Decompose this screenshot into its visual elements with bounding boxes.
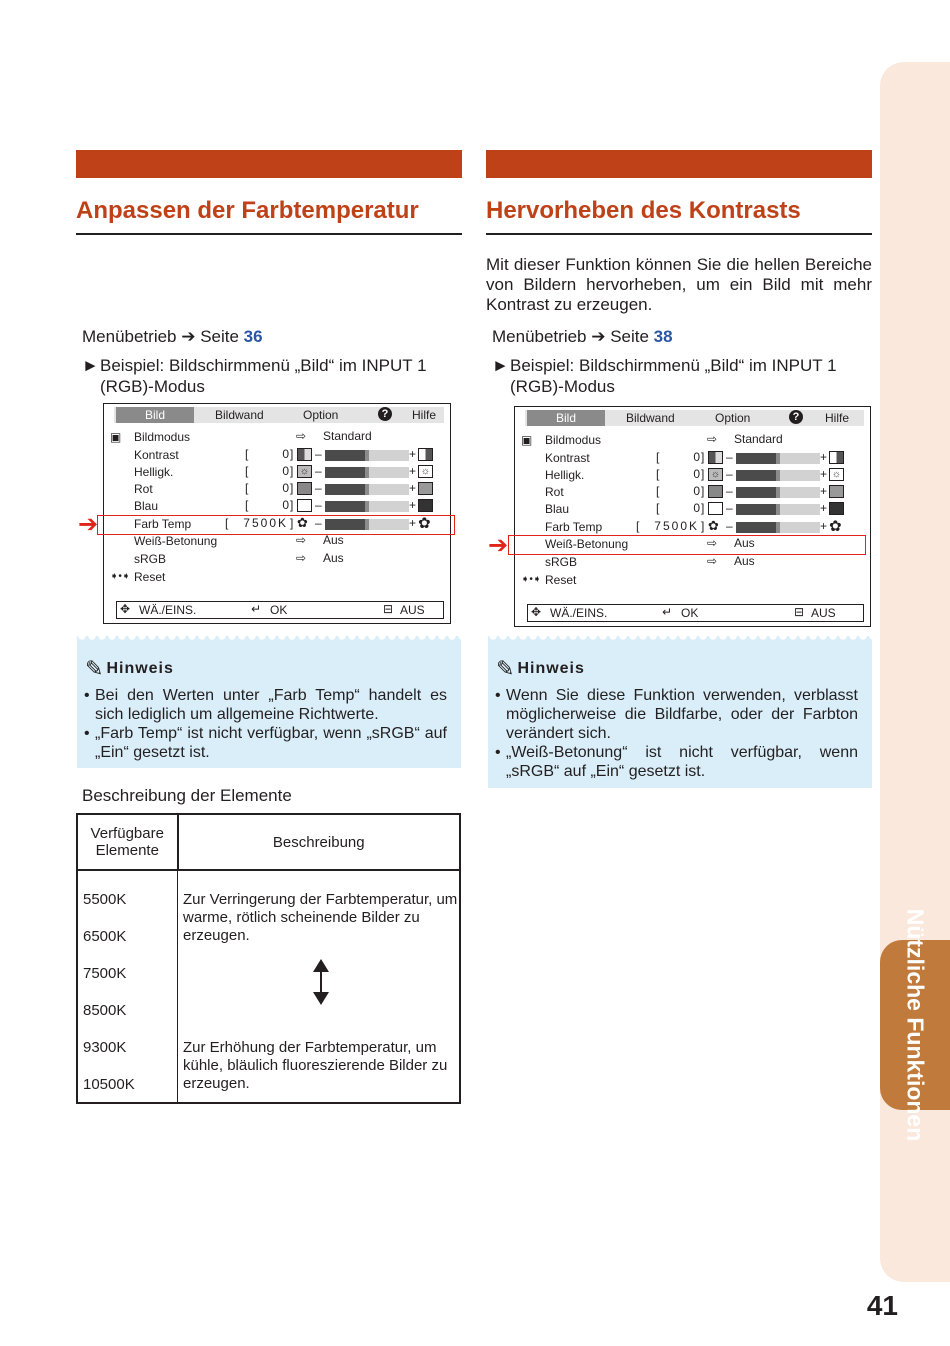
osd-row-bildmodus[interactable]: ▣ Bildmodus ⇨ Standard: [110, 429, 372, 444]
osd-row-kontrast[interactable]: Kontrast [ 0 ] – +: [104, 447, 450, 464]
slider[interactable]: [736, 453, 820, 464]
submenu-arrow-icon: ⇨: [296, 533, 307, 547]
osd-tab-bild[interactable]: Bild: [527, 410, 605, 426]
table-cell: Zur Verringerung der Farbtemperatur, um warme, rötlich scheinende Bilder zu erzeugen.: [183, 891, 458, 944]
brightness-icon: ☼: [297, 465, 312, 478]
hint-item: • Bei den Werten unter „Farb Temp“ handelt es sich lediglich um allgemeine Richtwerte.: [95, 686, 447, 724]
reset-icon: ➧•➧: [521, 574, 542, 585]
osd-tab-option[interactable]: Option: [715, 411, 751, 425]
pointer-arrow-icon: ➔: [488, 532, 509, 559]
osd-tab-bildwand[interactable]: Bildwand: [215, 408, 264, 422]
hint-title: ✎ Hinweis: [496, 656, 585, 681]
slider[interactable]: [325, 484, 409, 495]
example-caption: ► Beispiel: Bildschirmmenü „Bild“ im INPUT 1 (RGB)-Modus: [82, 356, 427, 396]
osd-tab-hilfe[interactable]: Hilfe: [412, 408, 437, 422]
page-number: 41: [866, 1290, 898, 1321]
osd-row-weiss[interactable]: Weiß-Betonung ⇨ Aus: [545, 536, 755, 551]
slider-fill: [736, 504, 778, 515]
osd-menu-bar: [114, 407, 444, 423]
slider[interactable]: [736, 504, 820, 515]
blue-swatch-icon: [829, 502, 844, 515]
pointer-arrow-icon: ➔: [78, 511, 99, 538]
elements-table: [76, 813, 461, 1104]
slider[interactable]: [325, 450, 409, 461]
osd-row-rot[interactable]: Rot [ 0 ] – +: [104, 481, 450, 498]
section-bar: [486, 150, 872, 178]
hint-item: • „Weiß-Betonung“ ist nicht verfügbar, wenn „sRGB“ auf „Ein“ gesetzt ist.: [506, 743, 858, 781]
page-link[interactable]: 36: [243, 327, 263, 346]
pencil-note-icon: ✎: [85, 656, 105, 681]
menu-reference: Menübetrieb ➔ Seite 38: [492, 327, 673, 346]
highlight-frame: [97, 515, 455, 535]
osd-footer: ✥ WÄ./EINS. ↵ OK ⊟ AUS: [527, 604, 864, 622]
up-down-arrow-icon: [311, 959, 331, 1005]
slider-fill: [736, 522, 778, 533]
slider-knob[interactable]: [776, 504, 780, 515]
slider-knob[interactable]: [776, 470, 780, 481]
column-header: Beschreibung: [178, 814, 461, 870]
table-cell: 6500K: [77, 910, 178, 947]
brightness-icon: ☼: [418, 465, 433, 478]
hint-title: ✎ Hinweis: [85, 656, 174, 681]
menu-button-icon: ⊟: [794, 605, 805, 619]
column-header: Verfügbare Elemente: [77, 814, 178, 870]
osd-row-bildmodus[interactable]: ▣ Bildmodus ⇨ Standard: [521, 432, 783, 447]
slider-knob[interactable]: [776, 522, 780, 533]
red-swatch-icon: [829, 485, 844, 498]
osd-row-srgb[interactable]: sRGB ⇨ Aus: [545, 554, 755, 569]
hint-box-left: [77, 636, 461, 768]
submenu-arrow-icon: ⇨: [707, 554, 718, 568]
slider[interactable]: [736, 487, 820, 498]
osd-tab-bildwand[interactable]: Bildwand: [626, 411, 675, 425]
left-column: [76, 150, 462, 397]
osd-row-rot[interactable]: Rot [ 0 ] – +: [515, 484, 870, 501]
slider-knob[interactable]: [365, 501, 369, 512]
enter-icon: ↵: [662, 605, 673, 619]
brightness-icon: ☼: [829, 468, 844, 481]
osd-row-reset[interactable]: ➧•➧ Reset: [521, 573, 577, 587]
enter-icon: ↵: [251, 602, 262, 616]
submenu-arrow-icon: ⇨: [707, 536, 718, 550]
table-title: Beschreibung der Elemente: [82, 786, 292, 805]
page-link[interactable]: 38: [653, 327, 673, 346]
osd-row-helligk[interactable]: Helligk. [ 0 ] ☼ – + ☼: [104, 464, 450, 481]
osd-row-kontrast[interactable]: Kontrast [ 0 ] – +: [515, 450, 870, 467]
table-cell: 10500K: [77, 1058, 178, 1103]
picture-mode-icon: ▣: [521, 433, 533, 447]
contrast-icon: [418, 448, 433, 461]
contrast-icon: [297, 448, 312, 461]
red-swatch-icon: [297, 482, 312, 495]
hint-body: [77, 682, 461, 772]
navigate-icon: ✥: [531, 605, 542, 619]
slider-fill: [736, 487, 778, 498]
bullet-triangle-icon: ►: [492, 356, 509, 375]
slider-knob[interactable]: [365, 467, 369, 478]
blue-swatch-icon: [297, 499, 312, 512]
slider-knob[interactable]: [365, 450, 369, 461]
color-temp-icon: ✿: [418, 515, 431, 532]
slider-fill: [325, 450, 367, 461]
section-title: Hervorheben des Kontrasts: [486, 197, 872, 235]
highlight-frame: [508, 535, 866, 555]
osd-screen-left: [103, 403, 451, 624]
contrast-icon: [708, 451, 723, 464]
osd-row-farb-temp[interactable]: Farb Temp [ 7500K ] ✿ – + ✿: [134, 515, 431, 532]
menu-reference: Menübetrieb ➔ Seite 36: [82, 327, 263, 346]
intro-spacer: [76, 255, 462, 319]
color-temp-icon: ✿: [708, 518, 719, 533]
slider[interactable]: [736, 522, 820, 533]
picture-mode-icon: ▣: [110, 430, 122, 444]
table-cell: 8500K: [77, 984, 178, 1021]
table-cell: 5500K: [77, 870, 178, 910]
slider-knob[interactable]: [776, 487, 780, 498]
osd-tab-hilfe[interactable]: Hilfe: [825, 411, 850, 425]
osd-tab-bild[interactable]: Bild: [116, 407, 194, 423]
table-cell: 9300K: [77, 1021, 178, 1058]
intro-text: Mit dieser Funktion können Sie die hellen Bereiche von Bildern hervorheben, um ein Bild mit mehr Kontrast zu erzeugen.: [486, 255, 872, 314]
osd-row-farb-temp[interactable]: Farb Temp [ 7500K ] ✿ – + ✿: [545, 518, 842, 535]
reset-icon: ➧•➧: [110, 571, 131, 582]
blue-swatch-icon: [418, 499, 433, 512]
hint-box-right: [488, 636, 872, 788]
slider-fill: [325, 501, 367, 512]
pencil-note-icon: ✎: [496, 656, 516, 681]
submenu-arrow-icon: ⇨: [296, 551, 307, 565]
blue-swatch-icon: [708, 502, 723, 515]
slider[interactable]: [736, 470, 820, 481]
submenu-arrow-icon: ⇨: [707, 432, 718, 446]
menu-button-icon: ⊟: [383, 602, 394, 616]
right-column: [486, 150, 872, 397]
slider-fill: [736, 453, 778, 464]
osd-footer: ✥ WÄ./EINS. ↵ OK ⊟ AUS: [116, 601, 444, 619]
submenu-arrow-icon: ⇨: [296, 429, 307, 443]
osd-tab-option[interactable]: Option: [303, 408, 339, 422]
slider[interactable]: [325, 467, 409, 478]
section-title: Anpassen der Farbtemperatur: [76, 197, 462, 235]
color-temp-icon: ✿: [297, 515, 308, 530]
hint-item: • „Farb Temp“ ist nicht verfügbar, wenn „sRGB“ auf „Ein“ gesetzt ist.: [95, 724, 447, 762]
osd-row-reset[interactable]: ➧•➧ Reset: [110, 570, 166, 584]
slider-fill: [325, 467, 367, 478]
hint-item: • Wenn Sie diese Funktion verwenden, verblasst möglicherweise die Bildfarbe, oder der Farbton verändert sich.: [506, 686, 858, 743]
brightness-icon: ☼: [708, 468, 723, 481]
slider-fill: [736, 470, 778, 481]
osd-row-weiss[interactable]: Weiß-Betonung ⇨ Aus: [134, 533, 344, 548]
red-swatch-icon: [418, 482, 433, 495]
osd-menu-bar: [525, 410, 864, 426]
slider-knob[interactable]: [776, 453, 780, 464]
osd-row-srgb[interactable]: sRGB ⇨ Aus: [134, 551, 344, 566]
bullet-triangle-icon: ►: [82, 356, 99, 375]
osd-row-helligk[interactable]: Helligk. [ 0 ] ☼ – + ☼: [515, 467, 870, 484]
osd-screen-right: [514, 406, 871, 627]
color-temp-icon: ✿: [829, 518, 842, 535]
navigate-icon: ✥: [120, 602, 131, 616]
chapter-tab-label: Nützliche Funktionen: [902, 908, 929, 1142]
help-icon: ?: [378, 407, 392, 421]
red-swatch-icon: [708, 485, 723, 498]
table-cell: 7500K: [77, 947, 178, 984]
osd-row-blau[interactable]: Blau [ 0 ] – +: [104, 498, 450, 515]
slider-fill: [325, 484, 367, 495]
slider[interactable]: [325, 501, 409, 512]
hint-body: [488, 682, 872, 791]
help-icon: ?: [789, 410, 803, 424]
example-caption: ► Beispiel: Bildschirmmenü „Bild“ im INPUT 1 (RGB)-Modus: [492, 356, 837, 396]
contrast-icon: [829, 451, 844, 464]
table-cell: Zur Erhöhung der Farbtemperatur, um kühle, bläulich fluoreszierende Bilder zu erzeugen.: [183, 1039, 448, 1092]
section-bar: [76, 150, 462, 178]
slider-knob[interactable]: [365, 484, 369, 495]
osd-row-blau[interactable]: Blau [ 0 ] – +: [515, 501, 870, 518]
